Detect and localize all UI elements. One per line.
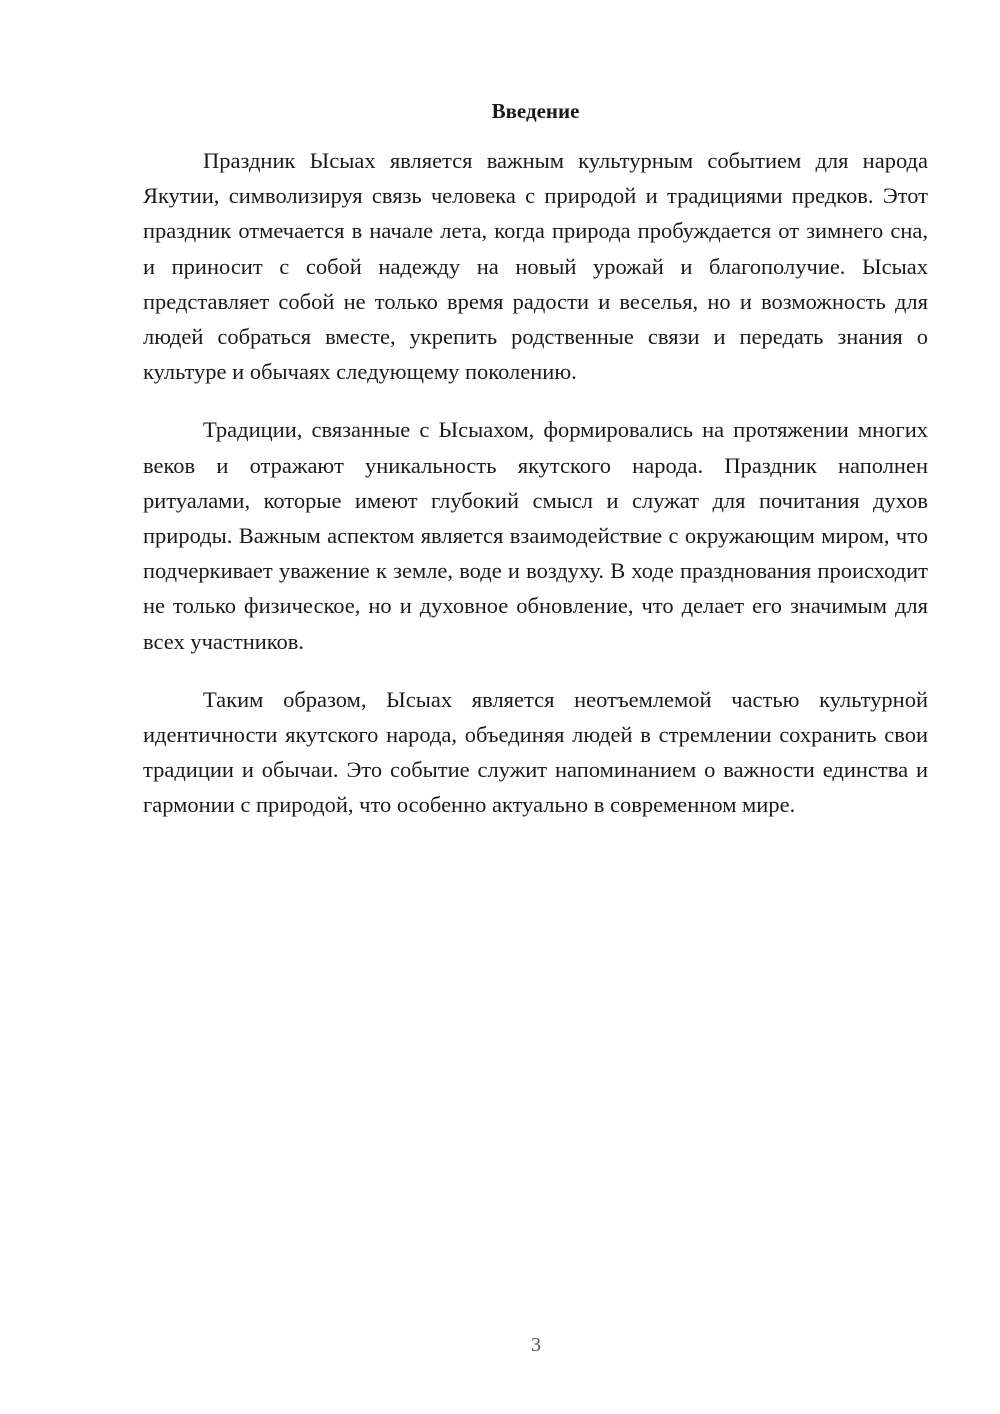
body-text bbox=[143, 143, 928, 846]
page-number: 3 bbox=[531, 1334, 541, 1356]
paragraph-3: Таким образом, Ысыах является неотъемлемой частью культурной идентичности якутского народа, объединяя людей в стремлении сохранить свои традиции и обычаи. Это событие служит напоминанием о важности единства и гармонии с природой, что особенно актуально в современном мире. bbox=[143, 686, 928, 818]
paragraph-1: Праздник Ысыах является важным культурным событием для народа Якутии, символизируя связь человека с природой и традициями предков. Этот праздник отмечается в начале лета, когда природа пробуждается от зимнего сна, и приносит с собой надежду на новый урожай и благополучие. Ысыах представляет собой не только время радости и веселья, но и возможность для людей собраться вместе, укрепить родственные связи и передать знания о культуре и обычаях следующему поколению. bbox=[143, 148, 928, 385]
paragraph-2: Традиции, связанные с Ысыахом, формировались на протяжении многих веков и отражают уникальность якутского народа. Праздник наполнен ритуалами, которые имеют глубокий смысл и служат для почитания духов природы. Важным аспектом является взаимодействие с окружающим миром, что подчеркивает уважение к земле, воде и воздуху. В ходе празднования происходит не только физическое, но и духовное обновление, что делает его значимым для всех участников. bbox=[143, 417, 928, 654]
section-heading: Введение bbox=[491, 99, 580, 123]
